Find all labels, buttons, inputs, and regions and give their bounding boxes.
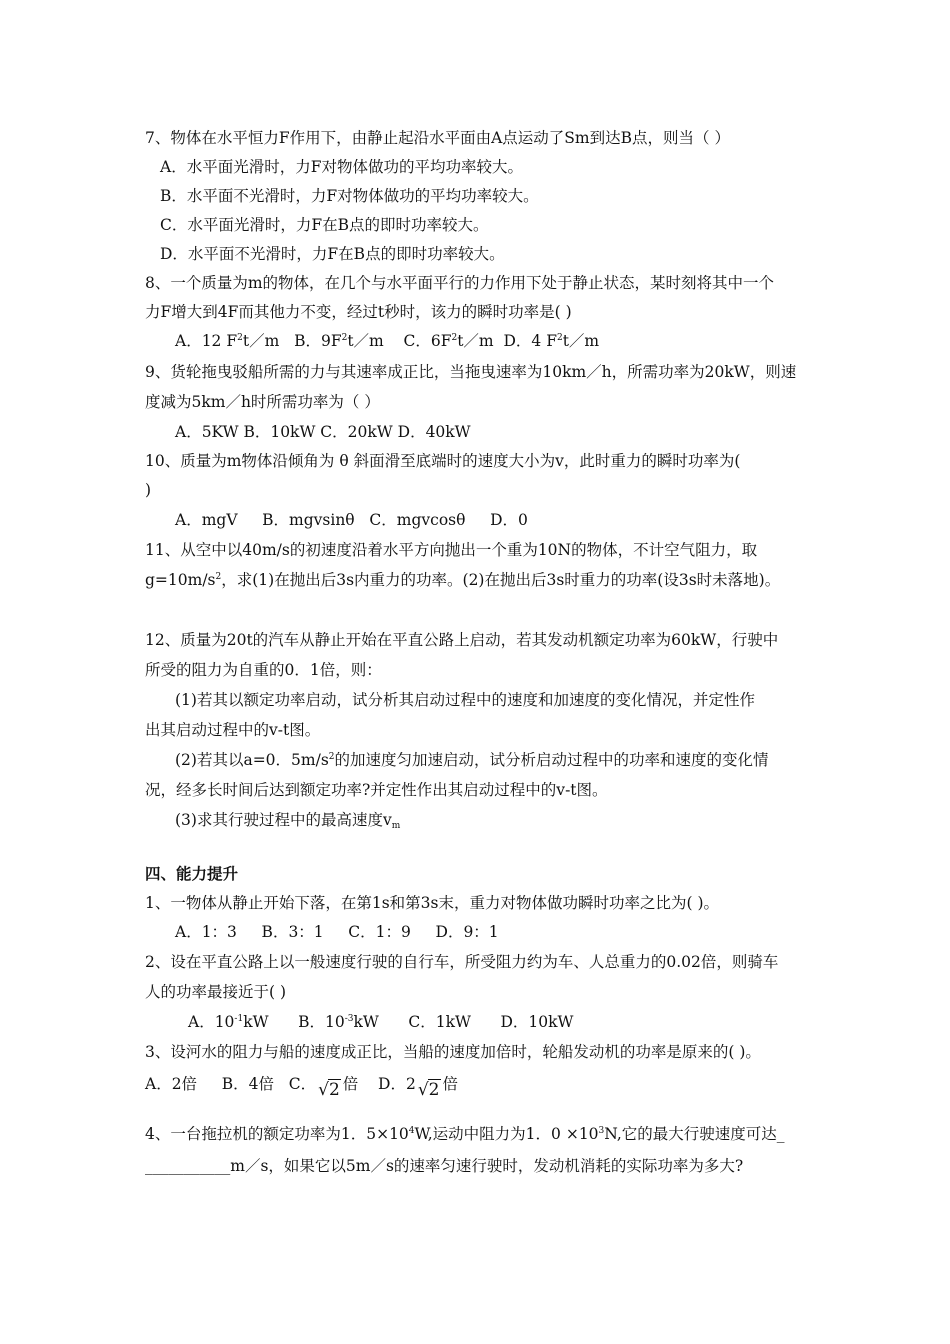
s4-q2-options <box>188 1012 573 1032</box>
q7-option-d: D．水平面不光滑时，力F在B点的即时功率较大。 <box>160 245 505 263</box>
s4-q3-option-a: A．2倍 <box>145 1075 198 1093</box>
s4-q2-option-c: C．1kW <box>408 1013 471 1031</box>
q8-stem-line1: 8、一个质量为m的物体，在几个与水平面平行的力作用下处于静止状态，某时刻将其中一个 <box>145 274 775 292</box>
s4-q3-option-b: B．4倍 <box>221 1075 274 1093</box>
s4-q3-stem: 3、设河水的阻力与船的速度成正比，当船的速度加倍时，轮船发动机的功率是原来的( )。 <box>145 1043 761 1061</box>
q11-stem-line2: $g=10m/s^2$，求(1)在抛出后3s内重力的功率。(2)在抛出后3s时重力的功率(设3s时未落地)。 <box>145 571 781 589</box>
q7-option-c: C．水平面光滑时，力F在B点的即时功率较大。 <box>160 216 489 234</box>
q7-option-a: A．水平面光滑时，力F对物体做功的平均功率较大。 <box>160 158 523 176</box>
s4-q3-options <box>145 1074 458 1100</box>
q9-stem-line1: 9、货轮拖曳驳船所需的力与其速率成正比，当拖曳速率为10km／h，所需功率为20kW，则速 <box>145 363 797 381</box>
q7-stem: 7、物体在水平恒力F作用下，由静止起沿水平面由A点运动了Sm到达B点，则当（ ） <box>145 129 730 147</box>
s4-q2-option-d: D．10kW <box>500 1013 574 1031</box>
s4-q4-line2: ___________m／s，如果它以5m／s的速率匀速行驶时，发动机消耗的实际功率为多大? <box>145 1157 744 1175</box>
sqrt-symbol: √2 <box>417 1080 440 1100</box>
q12-part1-line2: 出其启动过程中的v-t图。 <box>145 721 321 739</box>
q10-options: A．mgV B．mgvsinθ C．mgvcosθ D．0 <box>175 511 528 529</box>
q12-part1-line1: (1)若其以额定功率启动，试分析其启动过程中的速度和加速度的变化情况，并定性作 <box>175 691 755 709</box>
q11-stem-line1: 11、从空中以40m/s的初速度沿着水平方向抛出一个重为10N的物体，不计空气阻力，取 <box>145 541 758 559</box>
q8-option-c: C．$6F^2t/m$ <box>403 332 494 350</box>
q7-option-b: B．水平面不光滑时，力F对物体做功的平均功率较大。 <box>160 187 539 205</box>
s4-q1-options: A．1：3 B．3：1 C．1：9 D．9：1 <box>175 923 499 941</box>
sqrt-symbol: √2 <box>318 1080 340 1100</box>
q10-stem-line2: ) <box>145 481 152 499</box>
q8-stem-line2: 力F增大到4F而其他力不变，经过t秒时，该力的瞬时功率是( ) <box>145 303 572 321</box>
q8-option-d: D．4 $F^2t/m$ <box>503 332 600 350</box>
s4-q4-line1: 4、一台拖拉机的额定功率为1．$5\times 10^4W$,运动中阻力为1．$0 \times 10^3N$,它的最大行驶速度可达_ <box>145 1125 785 1143</box>
s4-q1-stem: 1、一物体从静止开始下落，在第1s和第3s末，重力对物体做功瞬时功率之比为( )。 <box>145 894 720 912</box>
q12-stem-line1: 12、质量为20t的汽车从静止开始在平直公路上启动，若其发动机额定功率为60kW，行驶中 <box>145 631 779 649</box>
s4-q2-stem-line1: 2、设在平直公路上以一般速度行驶的自行车，所受阻力约为车、人总重力的0.02倍，则骑车 <box>145 953 779 971</box>
q12-stem-line2: 所受的阻力为自重的0．1倍，则： <box>145 661 382 679</box>
s4-q3-option-d: D．2 √2 倍 <box>378 1075 459 1100</box>
q8-option-b: B．$9F^2t/m$ <box>294 332 384 350</box>
q9-options: A．5KW B．10kW C．20kW D．40kW <box>175 423 471 441</box>
s4-q2-stem-line2: 人的功率最接近于( ) <box>145 983 287 1001</box>
s4-q2-option-b: B．$10^{-3}kW$ <box>298 1013 379 1031</box>
q9-stem-line2: 度减为5km／h时所需功率为（ ） <box>145 393 380 411</box>
q8-options <box>175 331 599 351</box>
q12-part3: (3)求其行驶过程中的最高速度$v_m$ <box>175 811 401 831</box>
q10-stem-line1: 10、质量为m物体沿倾角为 θ 斜面滑至底端时的速度大小为v，此时重力的瞬时功率为( <box>145 452 741 470</box>
q8-option-a: A．12 $F^2t/m$ <box>175 332 280 350</box>
s4-q2-option-a: A．$10^{-1}kW$ <box>188 1013 269 1031</box>
section-heading: 四、能力提升 <box>145 864 239 883</box>
s4-q3-option-c: C． √2 倍 <box>288 1075 359 1100</box>
q12-part2-line2: 况，经多长时间后达到额定功率?并定性作出其启动过程中的v-t图。 <box>145 781 608 799</box>
q12-part2-line1: (2)若其以a=0．$5m/s^2$的加速度匀加速启动，试分析启动过程中的功率和速度的变化情 <box>175 751 769 769</box>
